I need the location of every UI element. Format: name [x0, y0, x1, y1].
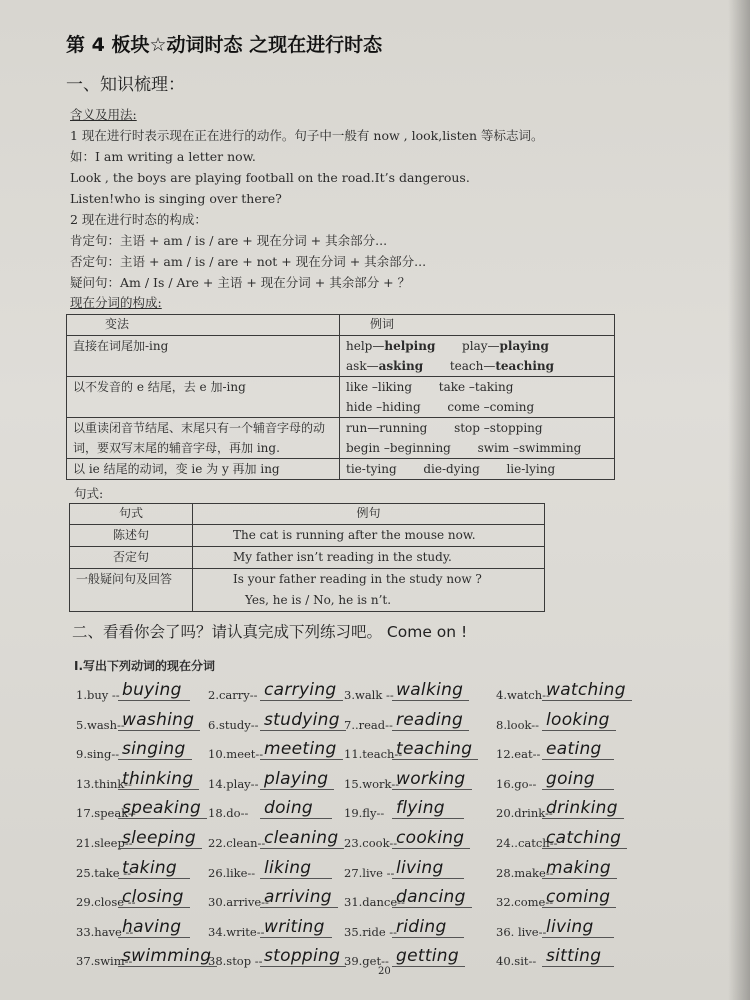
handwritten-answer: sleeping: [118, 828, 202, 849]
exercise-item: [208, 858, 358, 888]
exercise-prompt: 1.buy --: [76, 688, 120, 702]
sentence-example-cell: [193, 569, 545, 612]
exercise-item: [344, 828, 494, 858]
exercise-heading: I.写出下列动词的现在分词: [74, 659, 216, 673]
exercise-item: [344, 798, 494, 828]
explanation-line: 2 现在进行时态的构成：: [70, 212, 207, 227]
meaning-heading: 含义及用法:: [70, 107, 137, 122]
handwritten-answer: studying: [260, 710, 346, 731]
exercise-prompt: 16.go--: [496, 776, 537, 791]
handwritten-answer: liking: [260, 858, 332, 879]
exercise-prompt: 35.ride --: [344, 924, 398, 939]
exercise-prompt: 7..read--: [344, 717, 393, 732]
exercise-prompt: 38.stop --: [208, 954, 263, 969]
exercise-prompt: 2.carry--: [208, 688, 258, 702]
spacer: [427, 421, 454, 435]
handwritten-answer: flying: [392, 798, 464, 819]
exercise-item: [76, 739, 226, 769]
exercise-prompt: 22.clean--: [208, 836, 266, 850]
handwritten-answer: playing: [260, 769, 334, 790]
exercise-item: [496, 887, 646, 917]
page-title: 第 4 板块☆动词时态 之现在进行时态: [66, 34, 383, 56]
examples-cell: [340, 418, 615, 459]
explanation-line: Look , the boys are playing football on the road.It’s dangerous.: [70, 170, 470, 185]
exercise-item: [76, 946, 226, 976]
spacer: [543, 421, 570, 435]
handwritten-answer: thinking: [118, 769, 199, 790]
spacer: [451, 441, 478, 455]
handwritten-answer: doing: [260, 798, 332, 819]
example-word: like –liking: [346, 380, 413, 394]
sentence-example-line: My father isn’t reading in the study.: [233, 550, 452, 564]
example-word: take –taking: [438, 380, 514, 394]
table2-header-example: 例句: [193, 504, 545, 525]
explanation-line: 否定句：主语 + am / is / are + not + 现在分词 + 其余部分...: [70, 254, 427, 269]
example-word: asking: [378, 359, 424, 373]
handwritten-answer: reading: [392, 710, 469, 731]
examples-cell: [340, 336, 615, 377]
spacer: [397, 462, 424, 476]
exercise-row: [76, 946, 676, 976]
sentence-heading: 句式:: [74, 486, 104, 501]
exercise-item: [208, 680, 358, 710]
exercise-item: [76, 858, 226, 888]
exercise-item: [76, 769, 226, 799]
exercise-item: [76, 917, 226, 947]
table1-row: [67, 377, 615, 418]
exercise-prompt: 4.watch--: [496, 688, 550, 702]
example-word: run—running: [346, 421, 428, 435]
exercise-prompt: 23.cook--: [344, 836, 398, 850]
spacer: [412, 380, 439, 394]
handwritten-answer: cooking: [392, 828, 470, 849]
handwritten-answer: teaching: [392, 739, 478, 760]
exercise-item: [496, 680, 646, 710]
exercise-item: [344, 680, 494, 710]
spacer: [555, 462, 582, 476]
exercise-prompt: 30.arrive--: [208, 895, 269, 910]
table1-header-rule: 变法: [67, 315, 340, 336]
handwritten-answer: sitting: [542, 946, 614, 967]
exercise-prompt: 15.work--: [344, 776, 400, 791]
table1-row: [67, 459, 615, 480]
exercise-row: [76, 917, 676, 947]
sentence-example-cell: [193, 547, 545, 569]
example-word: play—: [462, 339, 500, 353]
handwritten-answer: cleaning: [260, 828, 344, 849]
exercise-prompt: 31.dance--: [344, 895, 405, 910]
handwritten-answer: arriving: [260, 887, 338, 908]
exercise-prompt: 9.sing--: [76, 747, 120, 762]
exercise-item: [208, 769, 358, 799]
exercise-item: [344, 739, 494, 769]
exercise-prompt: 17.speak--: [76, 806, 136, 821]
sentence-pattern-table: [69, 503, 545, 612]
handwritten-answer: looking: [542, 710, 616, 731]
exercise-prompt: 6.study--: [208, 717, 259, 732]
example-line: [346, 377, 608, 397]
exercise-prompt: 40.sit--: [496, 954, 537, 969]
example-word: ask—: [346, 359, 379, 373]
exercise-item: [76, 680, 226, 710]
exercise-prompt: 12.eat--: [496, 747, 541, 762]
exercise-prompt: 29.close --: [76, 895, 136, 910]
exercise-prompt: 36. live--: [496, 924, 547, 939]
example-word: tie-tying: [346, 462, 397, 476]
example-line: [346, 336, 608, 356]
example-word: teach—: [449, 359, 496, 373]
handwritten-answer: getting: [392, 946, 465, 967]
example-line: [346, 438, 608, 458]
exercise-prompt: 27.live --: [344, 865, 395, 880]
exercise-item: [496, 946, 646, 976]
exercise-prompt: 37.swim--: [76, 954, 133, 969]
exercise-item: [344, 710, 494, 740]
exercise-prompt: 18.do--: [208, 806, 249, 821]
handwritten-answer: meeting: [260, 739, 343, 760]
example-word: teaching: [495, 359, 555, 373]
example-word: lie-lying: [506, 462, 556, 476]
example-word: begin –beginning: [346, 441, 451, 455]
exercise-row: [76, 887, 676, 917]
exercise-prompt: 8.look--: [496, 717, 540, 732]
sentence-type-cell: 否定句: [70, 547, 193, 569]
handwritten-answer: taking: [118, 858, 190, 879]
exercise-item: [344, 858, 494, 888]
participle-heading: 现在分词的构成:: [70, 295, 162, 310]
explanation-line: 如：I am writing a letter now.: [70, 149, 256, 164]
example-word: stop –stopping: [454, 421, 543, 435]
sentence-example-line: Yes, he is / No, he is n’t.: [245, 593, 392, 607]
example-line: [346, 397, 608, 417]
spacer: [534, 400, 561, 414]
exercise-row: [76, 798, 676, 828]
handwritten-answer: living: [542, 917, 614, 938]
spacer: [421, 400, 448, 414]
exercise-item: [344, 917, 494, 947]
rule-cell: 以不发音的 e 结尾，去 e 加-ing: [67, 377, 340, 418]
exercise-prompt: 19.fly--: [344, 806, 385, 821]
handwritten-answer: carrying: [260, 680, 343, 701]
section1-heading: 一、知识梳理：: [66, 75, 185, 95]
exercise-item: [208, 798, 358, 828]
handwritten-answer: stopping: [260, 946, 346, 967]
exercise-prompt: 24..catch--: [496, 836, 558, 850]
sentence-type-cell: 陈述句: [70, 525, 193, 547]
table2-header-type: 句式: [70, 504, 193, 525]
exercise-item: [208, 828, 358, 858]
exercise-prompt: 26.like--: [208, 865, 256, 880]
explanation-line: 肯定句：主语 + am / is / are + 现在分词 + 其余部分...: [70, 233, 388, 248]
exercise-item: [496, 917, 646, 947]
handwritten-answer: catching: [542, 828, 627, 849]
handwritten-answer: washing: [118, 710, 200, 731]
exercise-item: [496, 739, 646, 769]
example-word: hide –hiding: [346, 400, 421, 414]
exercise-item: [76, 798, 226, 828]
exercise-item: [76, 710, 226, 740]
exercise-item: [344, 769, 494, 799]
exercise-prompt: 33.have --: [76, 924, 134, 939]
explanation-line: Listen!who is singing over there?: [70, 191, 282, 206]
exercise-item: [344, 946, 494, 976]
sentence-example-cell: [193, 525, 545, 547]
spacer: [549, 339, 576, 353]
table2-row: [70, 547, 545, 569]
exercise-prompt: 34.write--: [208, 924, 265, 939]
exercise-prompt: 21.sleep--: [76, 836, 133, 850]
table2-row: [70, 525, 545, 547]
table1-row: [67, 336, 615, 377]
spacer: [581, 441, 608, 455]
handwritten-answer: coming: [542, 887, 616, 908]
sentence-example-line: Is your father reading in the study now ?: [233, 572, 482, 586]
exercise-row: [76, 769, 676, 799]
exercise-prompt: 14.play--: [208, 776, 259, 791]
handwritten-answer: riding: [392, 917, 464, 938]
explanation-line: 疑问句：Am / Is / Are + 主语 + 现在分词 + 其余部分 + ？: [70, 275, 411, 290]
explanation-line: 1 现在进行时表示现在正在进行的动作。句子中一般有 now , look,listen 等标志词。: [70, 128, 544, 143]
exercise-prompt: 3.walk --: [344, 688, 394, 702]
handwritten-answer: watching: [542, 680, 632, 701]
exercise-item: [344, 887, 494, 917]
spacer: [513, 380, 540, 394]
exercise-prompt: 11.teach--: [344, 747, 403, 762]
exercise-item: [208, 917, 358, 947]
exercise-prompt: 5.wash--: [76, 717, 125, 732]
exercise-item: [496, 858, 646, 888]
spacer: [480, 462, 507, 476]
exercise-item: [208, 887, 358, 917]
table1-header-examples: 例词: [340, 315, 615, 336]
exercise-row: [76, 739, 676, 769]
exercise-item: [496, 798, 646, 828]
exercise-item: [76, 828, 226, 858]
spacer: [423, 359, 450, 373]
exercise-item: [208, 710, 358, 740]
examples-cell: [340, 377, 615, 418]
example-word: swim –swimming: [477, 441, 582, 455]
participle-rules-table: [66, 314, 615, 480]
handwritten-answer: having: [118, 917, 190, 938]
exercise-row: [76, 680, 676, 710]
handwritten-answer: closing: [118, 887, 190, 908]
spacer: [554, 359, 581, 373]
table1-row: [67, 418, 615, 459]
exercise-prompt: 10.meet--: [208, 747, 264, 762]
exercise-item: [496, 710, 646, 740]
rule-cell: 以 ie 结尾的动词，变 ie 为 y 再加 ing: [67, 459, 340, 480]
example-word: help—: [346, 339, 385, 353]
page-number: 20: [378, 966, 391, 977]
exercise-prompt: 39.get--: [344, 954, 389, 969]
exercise-prompt: 28.make--: [496, 865, 554, 880]
exercise-row: [76, 858, 676, 888]
exercise-prompt: 20.drink--: [496, 806, 553, 821]
spacer: [435, 339, 462, 353]
table2-row: [70, 569, 545, 612]
exercise-item: [496, 828, 646, 858]
handwritten-answer: swimming: [118, 946, 217, 967]
exercise-prompt: 25.take --: [76, 865, 131, 880]
exercise-item: [208, 739, 358, 769]
handwritten-answer: speaking: [118, 798, 207, 819]
exercise-row: [76, 828, 676, 858]
handwritten-answer: walking: [392, 680, 469, 701]
handwritten-answer: drinking: [542, 798, 624, 819]
handwritten-answer: making: [542, 858, 617, 879]
exercise-item: [76, 887, 226, 917]
example-word: helping: [384, 339, 436, 353]
rule-cell: 直接在词尾加-ing: [67, 336, 340, 377]
handwritten-answer: working: [392, 769, 472, 790]
handwritten-answer: living: [392, 858, 464, 879]
handwritten-answer: eating: [542, 739, 614, 760]
exercise-prompt: 13.think--: [76, 776, 132, 791]
handwritten-answer: going: [542, 769, 614, 790]
example-line: [346, 459, 608, 479]
exercise-item: [496, 769, 646, 799]
page-edge-shadow: [728, 0, 750, 1000]
example-word: playing: [499, 339, 549, 353]
exercise-prompt: 32.come--: [496, 895, 554, 910]
examples-cell: [340, 459, 615, 480]
rule-cell: 以重读闭音节结尾、末尾只有一个辅音字母的动词，要双写末尾的辅音字母，再加 ing.: [67, 418, 340, 459]
section2-heading: 二、看看你会了吗？请认真完成下列练习吧。 Come on !: [72, 623, 468, 641]
exercise-item: [208, 946, 358, 976]
example-word: die-dying: [423, 462, 480, 476]
example-line: [346, 356, 608, 376]
example-word: come –coming: [447, 400, 535, 414]
handwritten-answer: dancing: [392, 887, 472, 908]
sentence-type-cell: 一般疑问句及回答: [70, 569, 193, 612]
exercise-row: [76, 710, 676, 740]
handwritten-answer: writing: [260, 917, 332, 938]
sentence-example-line: The cat is running after the mouse now.: [233, 528, 476, 542]
example-line: [346, 418, 608, 438]
handwritten-answer: buying: [118, 680, 190, 701]
handwritten-answer: singing: [118, 739, 192, 760]
